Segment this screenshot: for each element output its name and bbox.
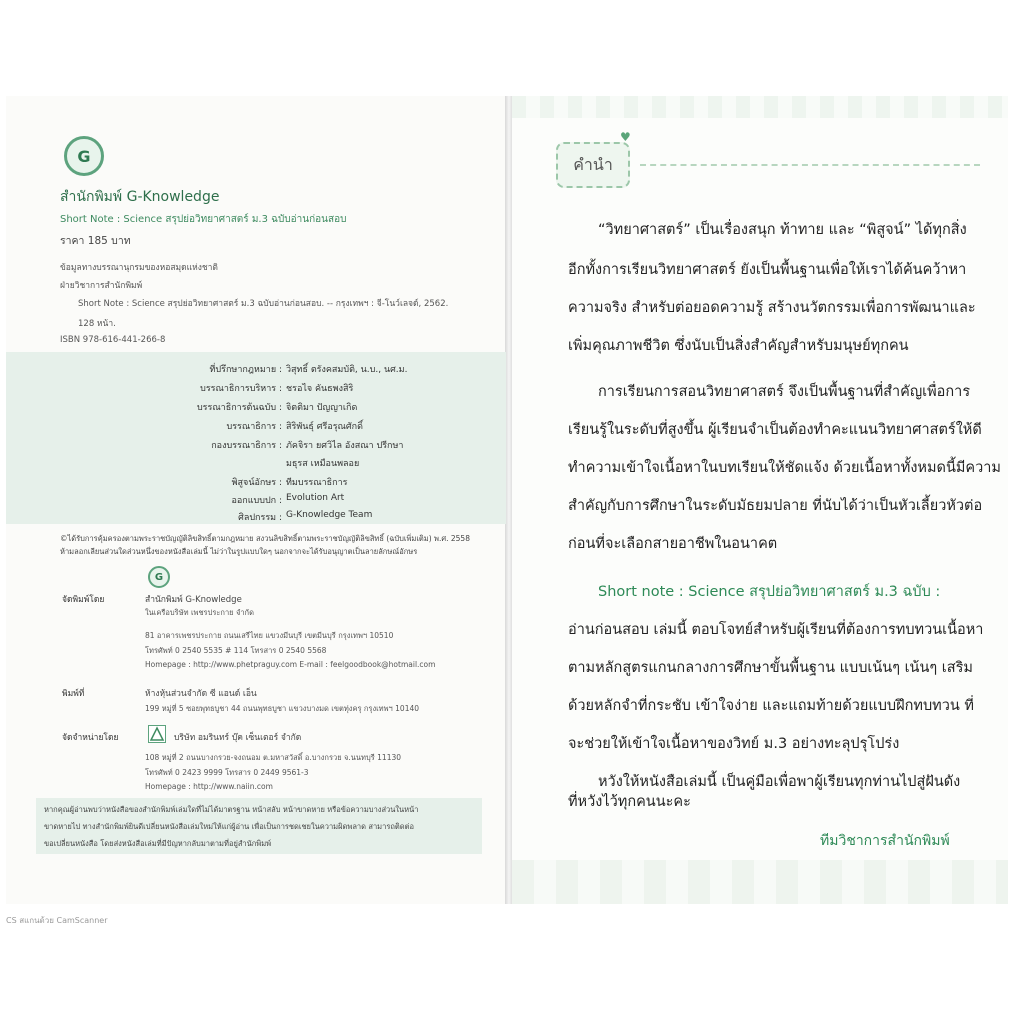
scanner-watermark: CS สแกนด้วย CamScanner bbox=[6, 916, 108, 925]
g-knowledge-logo-icon: G bbox=[64, 136, 104, 176]
distributor-label: จัดจำหน่ายโดย bbox=[62, 733, 119, 743]
foreword-line: ความจริง สำหรับต่อยอดความรู้ สร้างนวัตกรรมเพื่อการพัฒนาและ bbox=[568, 300, 976, 316]
top-pattern-band bbox=[512, 96, 1008, 118]
credit-name: มธุรส เหมือนพลอย bbox=[286, 459, 360, 469]
catalog-line: Short Note : Science สรุปย่อวิทยาศาสตร์ ม.3 ฉบับอ่านก่อนสอบ. -- กรุงเทพฯ : จี-โนว์เลจด์, 2562. bbox=[78, 299, 449, 309]
publisher-name: สำนักพิมพ์ G-Knowledge bbox=[60, 189, 220, 205]
foreword-line: อีกทั้งการเรียนวิทยาศาสตร์ ยังเป็นพื้นฐานเพื่อให้เราได้ค้นคว้าหา bbox=[568, 262, 967, 278]
foreword-heading: คำนำ bbox=[556, 142, 630, 188]
foreword-line: ทำความเข้าใจเนื้อหาในบทเรียนให้ชัดแจ้ง ด้วยเนื้อหาทั้งหมดนี้มีความ bbox=[568, 460, 1001, 476]
foreword-line-highlight: Short note : Science สรุปย่อวิทยาศาสตร์ ม.3 ฉบับ : bbox=[598, 584, 941, 600]
signature: ทีมวิชาการสำนักพิมพ์ bbox=[820, 833, 950, 849]
heart-icon: ♥ bbox=[620, 130, 631, 144]
copyright-line: ห้ามลอกเลียนส่วนใดส่วนหนึ่งของหนังสือเล่มนี้ ไม่ว่าในรูปแบบใดๆ นอกจากจะได้รับอนุญาตเป็นลายลักษณ์อักษร bbox=[60, 547, 418, 556]
credit-name: วิสุทธิ์ ตรังคสมบัติ, น.บ., นศ.ม. bbox=[286, 365, 408, 375]
foreword-line: จะช่วยให้เข้าใจเนื้อหาของวิทย์ ม.3 อย่างทะลุปรุโปร่ง bbox=[568, 736, 900, 752]
foreword-line: การเรียนการสอนวิทยาศาสตร์ จึงเป็นพื้นฐานที่สำคัญเพื่อการ bbox=[598, 384, 971, 400]
catalog-line: ข้อมูลทางบรรณานุกรมของหอสมุดแห่งชาติ bbox=[60, 263, 218, 273]
foreword-line: สำคัญกับการศึกษาในระดับมัธยมปลาย ที่นับได้ว่าเป็นหัวเลี้ยวหัวต่อ bbox=[568, 498, 983, 514]
notice-line: ขาดหายไป ทางสำนักพิมพ์ยินดีเปลี่ยนหนังสือเล่มใหม่ให้แก่ผู้อ่าน เพื่อเป็นการชดเชยในความผิดพลาด สามารถติดต่อ bbox=[44, 822, 415, 831]
credit-name: ชรอไจ คันธพงสิริ bbox=[286, 384, 354, 394]
publisher-label: จัดพิมพ์โดย bbox=[62, 595, 105, 605]
distributor-line: โทรศัพท์ 0 2423 9999 โทรสาร 0 2449 9561-3 bbox=[145, 768, 309, 777]
book-price: ราคา 185 บาท bbox=[60, 235, 131, 247]
isbn: ISBN 978-616-441-266-8 bbox=[60, 335, 166, 345]
distributor-line: 108 หมู่ที่ 2 ถนนบางกรวย-จงถนอม ต.มหาสวัสดิ์ อ.บางกรวย จ.นนทบุรี 11130 bbox=[145, 753, 402, 762]
foreword-line: เรียนรู้ในระดับที่สูงขึ้น ผู้เรียนจำเป็นต้องทำคะแนนวิทยาศาสตร์ให้ดี bbox=[568, 422, 982, 438]
distributor-line: บริษัท อมรินทร์ บุ๊ค เซ็นเตอร์ จำกัด bbox=[174, 733, 302, 743]
publisher-line: สำนักพิมพ์ G-Knowledge bbox=[145, 595, 242, 605]
credit-role: บรรณาธิการต้นฉบับ : bbox=[196, 403, 282, 413]
publisher-line: โทรศัพท์ 0 2540 5535 # 114 โทรสาร 0 2540 5568 bbox=[145, 646, 327, 655]
printer-line: ห้างหุ้นส่วนจำกัด ซี แอนด์ เอ็น bbox=[145, 689, 257, 699]
copyright-line: ©ได้รับการคุ้มครองตามพระราชบัญญัติลิขสิทธิ์ตามกฎหมาย สงวนลิขสิทธิ์ตามพระราชบัญญัติลิขสิทธิ์ (ฉบับเพิ่มเติม) พ.ศ. 2558 bbox=[60, 534, 470, 543]
credit-role: ที่ปรึกษากฎหมาย : bbox=[209, 365, 282, 375]
catalog-line: 128 หน้า. bbox=[78, 319, 116, 329]
dashed-divider bbox=[640, 164, 980, 166]
foreword-line: “วิทยาศาสตร์” เป็นเรื่องสนุก ท้าทาย และ “พิสูจน์” ได้ทุกสิ่ง bbox=[598, 222, 967, 238]
foreword-line: ที่หวังไว้ทุกคนนะคะ bbox=[568, 794, 691, 810]
publisher-line: Homepage : http://www.phetpraguy.com E-mail : feelgoodbook@hotmail.com bbox=[145, 660, 436, 669]
credit-name: สิริพันธุ์ ศรีอรุณศักดิ์ bbox=[286, 422, 363, 432]
printer-line: 199 หมู่ที่ 5 ซอยพุทธบูชา 44 ถนนพุทธบูชา แขวงบางมด เขตทุ่งครุ กรุงเทพฯ 10140 bbox=[145, 704, 420, 713]
credit-name: จิตติมา ปัญญาเกิด bbox=[286, 403, 358, 413]
foreword-line: ด้วยหลักจำที่กระชับ เข้าใจง่าย และแถมท้ายด้วยแบบฝึกทบทวน ที่ bbox=[568, 698, 974, 714]
credit-name: ภัคจิรา ยศวิไล อังสณา ปรีกษา bbox=[286, 441, 404, 451]
book-title: Short Note : Science สรุปย่อวิทยาศาสตร์ ม.3 ฉบับอ่านก่อนสอบ bbox=[60, 214, 347, 225]
printer-label: พิมพ์ที่ bbox=[62, 689, 85, 699]
foreword-line: หวังให้หนังสือเล่มนี้ เป็นคู่มือเพื่อพาผู้เรียนทุกท่านไปสู่ฝันดัง bbox=[598, 774, 961, 790]
catalog-line: ฝ่ายวิชาการสำนักพิมพ์ bbox=[60, 281, 143, 291]
credit-role: กองบรรณาธิการ : bbox=[211, 441, 282, 451]
credit-role: ออกแบบปก : bbox=[231, 496, 282, 506]
publisher-line: ในเครือบริษัท เพชรประกาย จำกัด bbox=[145, 608, 254, 617]
credit-role: ศิลปกรรม : bbox=[238, 513, 282, 523]
credit-role: บรรณาธิการ : bbox=[226, 422, 282, 432]
foreword-line: ก่อนที่จะเลือกสายอาชีพในอนาคต bbox=[568, 536, 778, 552]
credit-role: บรรณาธิการบริหาร : bbox=[200, 384, 282, 394]
credit-name: Evolution Art bbox=[286, 493, 345, 503]
g-knowledge-small-logo-icon: G bbox=[148, 566, 170, 588]
notice-line: หากคุณผู้อ่านพบว่าหนังสือของสำนักพิมพ์เล่มใดที่ไม่ได้มาตรฐาน หน้าสลับ หน้าขาดหาย หรือข้อความบางส่วนในหน้า bbox=[44, 805, 419, 814]
publisher-line: 81 อาคารเพชรประกาย ถนนเสรีไทย แขวงมีนบุรี เขตมีนบุรี กรุงเทพฯ 10510 bbox=[145, 631, 394, 640]
credit-name: ทีมบรรณาธิการ bbox=[286, 478, 348, 488]
distributor-logo-icon bbox=[148, 725, 166, 743]
credit-role: พิสูจน์อักษร : bbox=[231, 478, 282, 488]
foreword-line: ตามหลักสูตรแกนกลางการศึกษาขั้นพื้นฐาน แบบเน้นๆ เน้นๆ เสริม bbox=[568, 660, 973, 676]
foreword-line: อ่านก่อนสอบ เล่มนี้ ตอบโจทย์สำหรับผู้เรียนที่ต้องการทบทวนเนื้อหา bbox=[568, 622, 984, 638]
credit-name: G-Knowledge Team bbox=[286, 510, 373, 520]
foreword-line: เพิ่มคุณภาพชีวิต ซึ่งนับเป็นสิ่งสำคัญสำหรับมนุษย์ทุกคน bbox=[568, 338, 909, 354]
distributor-line: Homepage : http://www.naiin.com bbox=[145, 782, 273, 791]
bottom-pattern-band bbox=[512, 860, 1008, 904]
notice-line: ขอเปลี่ยนหนังสือ โดยส่งหนังสือเล่มที่มีปัญหากลับมาตามที่อยู่สำนักพิมพ์ bbox=[44, 839, 272, 848]
